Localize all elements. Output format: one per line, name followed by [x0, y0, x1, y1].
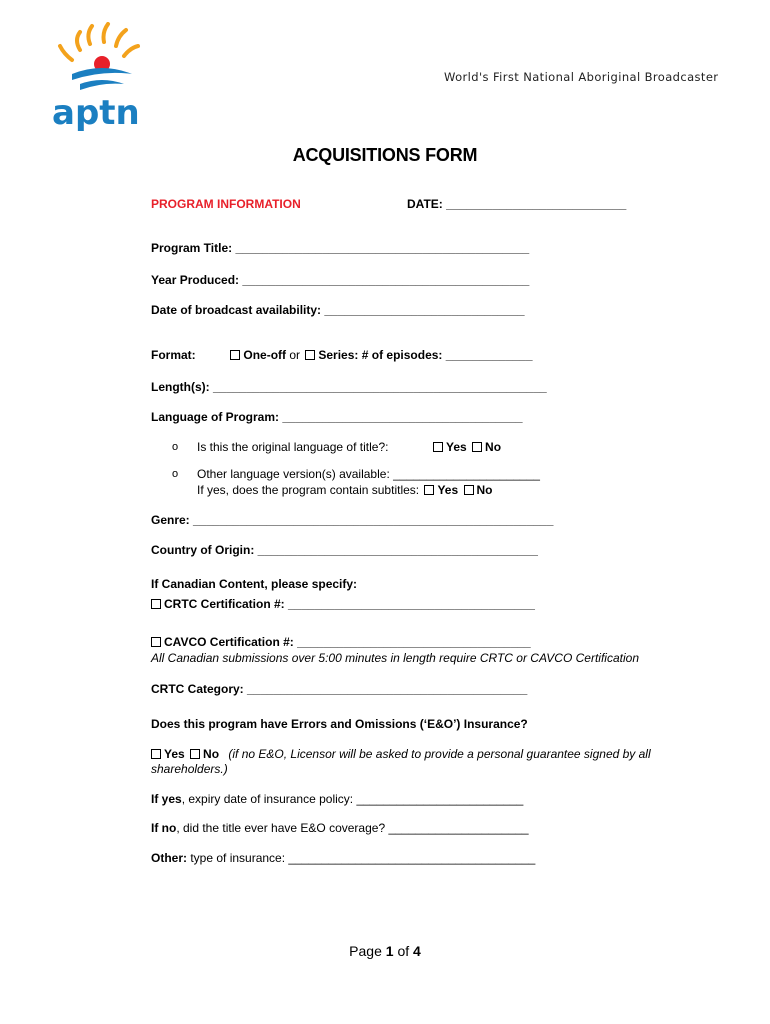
subtitles-no-checkbox[interactable] [464, 485, 474, 495]
format-row [151, 348, 533, 363]
yes-label: Yes [446, 440, 467, 454]
certification-note: All Canadian submissions over 5:00 minutes in length require CRTC or CAVCO Certification [151, 651, 639, 665]
page-number [0, 943, 770, 959]
one-off-label: One-off [243, 348, 287, 362]
cavco-checkbox[interactable] [151, 637, 161, 647]
if-yes-text: , expiry date of insurance policy: _________________________ [181, 792, 524, 806]
eo-question: Does this program have Errors and Omissions (‘E&O’) Insurance? [151, 717, 528, 731]
tagline: World's First National Aboriginal Broadcaster [444, 70, 719, 84]
series-checkbox[interactable] [305, 350, 315, 360]
of-word: of [397, 943, 410, 959]
subtitles-yes-checkbox[interactable] [424, 485, 434, 495]
aptn-sun-figure-icon [50, 22, 150, 134]
svg-text:aptn: aptn [52, 93, 140, 133]
if-no-label: If no [151, 821, 177, 835]
language-field[interactable]: Language of Program: ____________________________________ [151, 410, 523, 424]
format-label: Format: [151, 348, 196, 362]
if-no-text: , did the title ever have E&O coverage? _____________________ [176, 821, 529, 835]
one-off-checkbox[interactable] [230, 350, 240, 360]
crtc-category-field[interactable]: CRTC Category: __________________________________________ [151, 682, 528, 696]
if-yes-field[interactable] [151, 792, 523, 807]
country-field[interactable]: Country of Origin: __________________________________________ [151, 543, 538, 557]
canadian-content-label: If Canadian Content, please specify: [151, 577, 358, 591]
lengths-field[interactable]: Length(s): __________________________________________________ [151, 380, 547, 394]
no-label: No [476, 483, 493, 497]
other-insurance-field[interactable] [151, 851, 535, 866]
if-no-field[interactable] [151, 821, 529, 836]
crtc-checkbox[interactable] [151, 599, 161, 609]
page-title: ACQUISITIONS FORM [292, 145, 478, 165]
eo-answer-row [151, 747, 651, 762]
section-label: PROGRAM INFORMATION [151, 197, 301, 211]
if-yes-label: If yes [151, 792, 182, 806]
other-label: Other: [151, 851, 187, 865]
genre-field[interactable]: Genre: ______________________________________________________ [151, 513, 554, 527]
date-field[interactable]: DATE: ___________________________ [407, 197, 627, 211]
bullet-icon: o [172, 441, 179, 453]
eo-note-continued: shareholders.) [151, 762, 228, 776]
series-field[interactable]: Series: # of episodes: _____________ [318, 348, 533, 362]
crtc-cert-row [151, 597, 535, 612]
original-language-question: Is this the original language of title?: [197, 440, 389, 454]
eo-no-checkbox[interactable] [190, 749, 200, 759]
original-yes-checkbox[interactable] [433, 442, 443, 452]
original-no-checkbox[interactable] [472, 442, 482, 452]
other-language-field[interactable]: Other language version(s) available: ______________________ [197, 467, 540, 481]
page-word: Page [349, 943, 382, 959]
original-language-options [431, 440, 501, 455]
or-label: or [289, 348, 301, 362]
page-current: 1 [385, 943, 394, 959]
no-label: No [485, 440, 502, 454]
eo-note: (if no E&O, Licensor will be asked to provide a personal guarantee signed by all [228, 747, 651, 761]
subtitles-question: If yes, does the program contain subtitles: [197, 483, 420, 497]
year-produced-field[interactable]: Year Produced: ___________________________________________ [151, 273, 530, 287]
no-label: No [203, 747, 220, 761]
eo-yes-checkbox[interactable] [151, 749, 161, 759]
bullet-icon: o [172, 468, 179, 480]
cavco-cert-field[interactable]: CAVCO Certification #: ___________________________________ [164, 635, 531, 649]
yes-label: Yes [164, 747, 185, 761]
aptn-logo [50, 22, 150, 134]
broadcast-availability-field[interactable]: Date of broadcast availability: ______________________________ [151, 303, 525, 317]
cavco-cert-row [151, 635, 531, 650]
page-total: 4 [413, 943, 421, 959]
yes-label: Yes [437, 483, 459, 497]
crtc-cert-field[interactable]: CRTC Certification #: _____________________________________ [164, 597, 535, 611]
program-title-field[interactable]: Program Title: ____________________________________________ [151, 241, 530, 255]
other-text: type of insurance: _____________________________________ [187, 851, 536, 865]
subtitles-row [197, 483, 493, 498]
